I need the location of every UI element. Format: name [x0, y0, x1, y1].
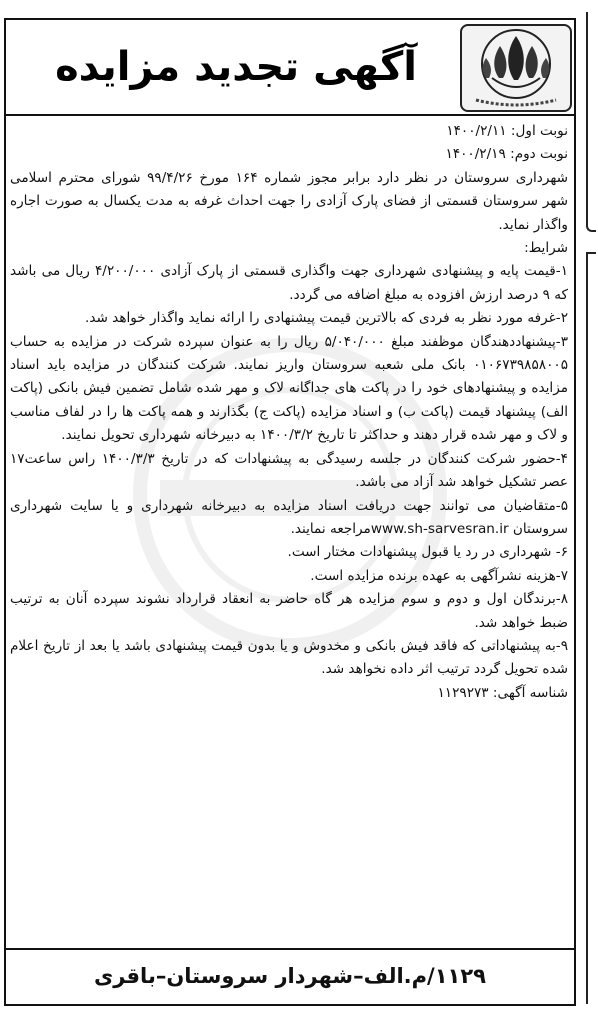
condition-item: ۴-حضور شرکت کنندگان در جلسه رسیدگی به پیشنهادات که در تاریخ ۱۴۰۰/۳/۳ راس ساعت۱۷ عصر تشکیل خواهد شد آزاد می باشد.: [10, 450, 568, 491]
intro-paragraph: شهرداری سروستان در نظر دارد برابر مجوز شماره ۱۶۴ مورخ ۹۹/۴/۲۶ شورای محترم اسلامی شهر سروستان قسمتی از فضای پارک آزادی را جهت احداث غرفه به مدت یکسال به صورت اجاره واگذار نماید.: [10, 169, 568, 233]
municipality-logo: [460, 24, 572, 112]
condition-item: ۸-برندگان اول و دوم و سوم مزایده هر گاه حاضر به انعقاد قرارداد نشوند سپرده آنان به ترتیب ضبط خواهد شد.: [10, 591, 568, 631]
ad-title: آگهی تجدید مزایده: [55, 44, 417, 90]
first-notice-date: نوبت اول: ۱۴۰۰/۲/۱۱: [446, 123, 568, 139]
second-notice-date: نوبت دوم: ۱۴۰۰/۲/۱۹: [445, 146, 568, 163]
adjacent-ad-border: [586, 12, 596, 232]
condition-item: ۱-قیمت پایه و پیشنهادی شهرداری جهت واگذاری قسمتی از پارک آزادی ۴/۲۰۰/۰۰۰ ریال می باشد که ۹ درصد ارزش افزوده به مبلغ اضافه می گردد.: [10, 263, 568, 303]
condition-item: ۵-متقاضیان می توانند جهت دریافت اسناد مزایده به دبیرخانه شهرداری و یا سایت شهرداری سروستان www.sh-sarvesran.irمراجعه نمایند.: [10, 497, 568, 537]
ad-body: [10, 120, 568, 705]
cypress-trees-icon: [462, 26, 570, 110]
condition-item: ۳-پیشنهاددهندگان موظفند مبلغ ۵/۰۴۰/۰۰۰ ریال را به عنوان سپرده شرکت در مزایده به حساب ۰۱۰۶۷۳۹۸۵۸۰۰۵ بانک ملی شعبه سروستان واریز نمایند. شرکت کنندگان در مزایده باید اسناد مزایده و پیشنهادهای خود را در پاکت های جداگانه لاک و مهر شده شامل تضمین فیش بانکی (پاکت الف) پیشنهاد قیمت (پاکت ب) و اسناد مزایده (پاکت ج) بگذارند و همه پاکت ها را در لفاف مناسب و لاک و مهر شده قرار دهند و حداکثر تا تاریخ ۱۴۰۰/۳/۲ به دبیرخانه شهرداری تحویل نمایند.: [10, 333, 568, 444]
ad-header: [6, 20, 574, 116]
footer-divider: [6, 948, 574, 950]
adjacent-ad-border: [586, 252, 596, 1004]
ad-identifier: شناسه آگهی: ۱۱۲۹۲۷۳: [437, 684, 568, 701]
condition-item: ۶- شهرداری در رد یا قبول پیشنهادات مختار است.: [287, 544, 568, 561]
condition-item: ۷-هزینه نشرآگهی به عهده برنده مزایده است.: [310, 567, 568, 584]
condition-item: ۹-به پیشنهاداتی که فاقد فیش بانکی و مخدوش و یا بدون قیمت پیشنهادی باشد یا بعد از تاریخ اعلام شده تحویل گردد ترتیب اثر داده نخواهد شد.: [10, 637, 568, 678]
conditions-heading: شرایط:: [524, 240, 568, 257]
condition-item: ۲-غرفه مورد نظر به فردی که بالاترین قیمت پیشنهادی را ارائه نماید واگذار خواهد شد.: [85, 310, 568, 327]
ad-signature: ۱۱۲۹/م.الف–شهردار سروستان–باقری: [94, 964, 486, 988]
